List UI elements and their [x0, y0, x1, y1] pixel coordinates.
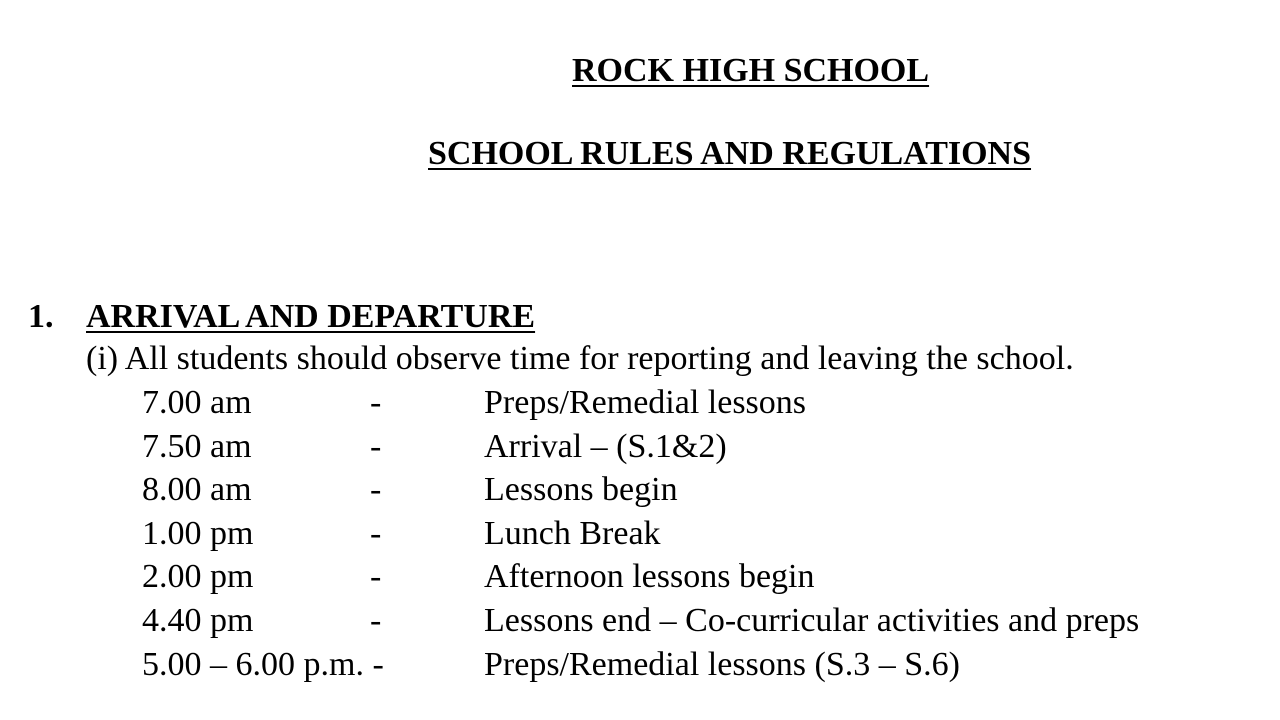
schedule-time: 1.00 pm: [142, 514, 254, 552]
rule-text: (i) All students should observe time for reporting and leaving the school.: [86, 340, 1074, 377]
schedule-time: 5.00 – 6.00 p.m. -: [142, 645, 384, 683]
school-name-title: ROCK HIGH SCHOOL: [572, 52, 930, 89]
schedule-row: [142, 427, 1262, 474]
schedule-activity: Lessons end – Co-curricular activities and preps: [484, 601, 1140, 639]
schedule-row: [142, 601, 1262, 648]
schedule-row: [142, 386, 1262, 430]
schedule-time: 7.00 am: [142, 384, 252, 421]
schedule-activity: Preps/Remedial lessons (S.3 – S.6): [484, 645, 960, 683]
schedule-row: [142, 560, 1262, 604]
document-title: SCHOOL RULES AND REGULATIONS: [428, 135, 1032, 172]
schedule-time: 7.50 am: [142, 427, 252, 465]
section-heading-label: ARRIVAL AND DEPARTURE: [86, 298, 536, 335]
schedule-activity: Afternoon lessons begin: [484, 558, 815, 596]
schedule-row: [142, 473, 1262, 517]
schedule-time: 4.40 pm: [142, 601, 254, 639]
schedule-separator: -: [370, 514, 382, 552]
schedule-activity: Preps/Remedial lessons: [484, 384, 807, 421]
schedule-activity: Lessons begin: [484, 471, 678, 509]
schedule-separator: -: [370, 427, 382, 465]
schedule-row: [142, 645, 1262, 692]
schedule-separator: -: [370, 384, 382, 421]
section-number: 1.: [28, 298, 54, 335]
schedule-time: 2.00 pm: [142, 558, 254, 596]
schedule-row: [142, 514, 1262, 561]
schedule-table: [142, 386, 1262, 691]
schedule-activity: Arrival – (S.1&2): [484, 427, 727, 465]
schedule-separator: -: [370, 601, 382, 639]
schedule-time: 8.00 am: [142, 471, 252, 509]
schedule-separator: -: [370, 471, 382, 509]
schedule-activity: Lunch Break: [484, 514, 661, 552]
schedule-separator: -: [370, 558, 382, 596]
